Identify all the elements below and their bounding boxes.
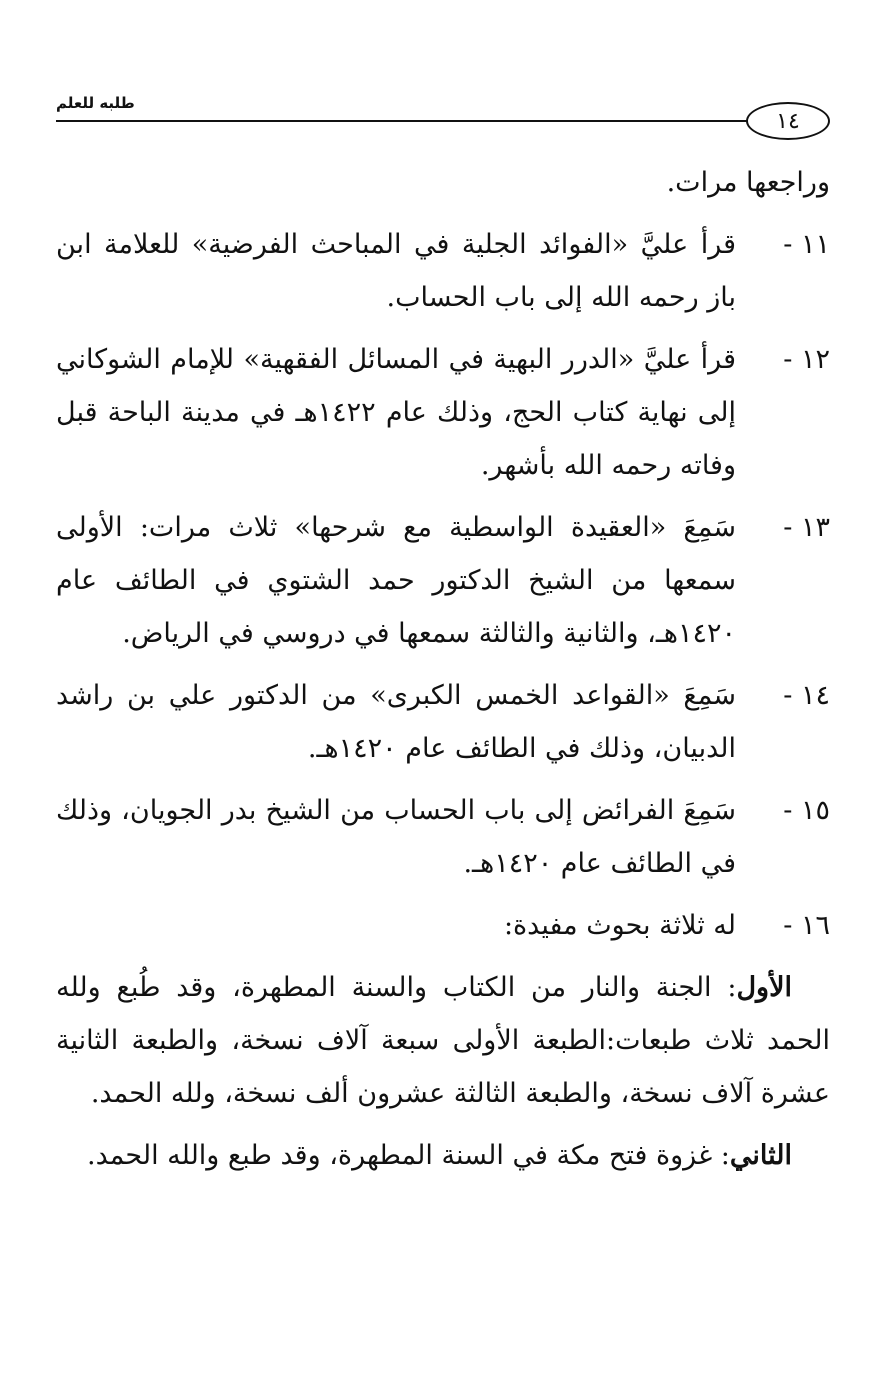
list-item-13 [56, 501, 830, 660]
item-text: سَمِعَ «العقيدة الواسطية مع شرحها» ثلاث مرات: الأولى سمعها من الشيخ الدكتور حمد الشتوي في الطائف عام ١٤٢٠هـ، والثانية والثالثة سمعها في دروسي في الرياض. [56, 512, 736, 649]
item-number: ١٢ - [783, 344, 830, 375]
paragraph-second-research [56, 1129, 830, 1182]
page-body [56, 156, 830, 1191]
list-item-16 [56, 899, 830, 952]
item-text: قرأ عليَّ «الفوائد الجلية في المباحث الفرضية» للعلامة ابن باز رحمه الله إلى باب الحساب. [56, 229, 736, 313]
item-text: سَمِعَ «القواعد الخمس الكبرى» من الدكتور علي بن راشد الدبيان، وذلك في الطائف عام ١٤٢٠هـ. [56, 680, 736, 764]
item-text: له ثلاثة بحوث مفيدة: [503, 910, 736, 941]
item-number: ١٥ - [783, 795, 830, 826]
item-text: قرأ عليَّ «الدرر البهية في المسائل الفقهية» للإمام الشوكاني إلى نهاية كتاب الحج، وذلك عام ١٤٢٢هـ في مدينة الباحة قبل وفاته رحمه الله بأشهر. [56, 344, 736, 481]
first-text: : الجنة والنار من الكتاب والسنة المطهرة، وقد طُبع ولله الحمد ثلاث طبعات:الطبعة الأولى سبعة آلاف نسخة، والطبعة الثانية عشرة آلاف نسخة، والطبعة الثالثة عشرون ألف نسخة، ولله الحمد. [56, 972, 830, 1109]
second-text: : غزوة فتح مكة في السنة المطهرة، وقد طبع والله الحمد. [87, 1140, 730, 1171]
item-text: سَمِعَ الفرائض إلى باب الحساب من الشيخ بدر الجويان، وذلك في الطائف عام ١٤٢٠هـ. [56, 795, 736, 879]
item-number: ١٦ - [783, 910, 830, 941]
header-rule [56, 120, 752, 122]
page-number: ١٤ [746, 102, 830, 140]
list-item-15 [56, 784, 830, 890]
paragraph-first-research [56, 961, 830, 1120]
item-number: ١٣ - [783, 512, 830, 543]
continuation-line: وراجعها مرات. [666, 167, 830, 198]
list-item-11 [56, 218, 830, 324]
second-label: الثاني [729, 1140, 792, 1171]
list-item-14 [56, 669, 830, 775]
page-header [56, 88, 830, 150]
first-label: الأول [736, 972, 792, 1003]
running-title: طلبه للعلم [56, 94, 135, 112]
item-number: ١٤ - [783, 680, 830, 711]
item-number: ١١ - [783, 229, 830, 260]
list-item-12 [56, 333, 830, 492]
